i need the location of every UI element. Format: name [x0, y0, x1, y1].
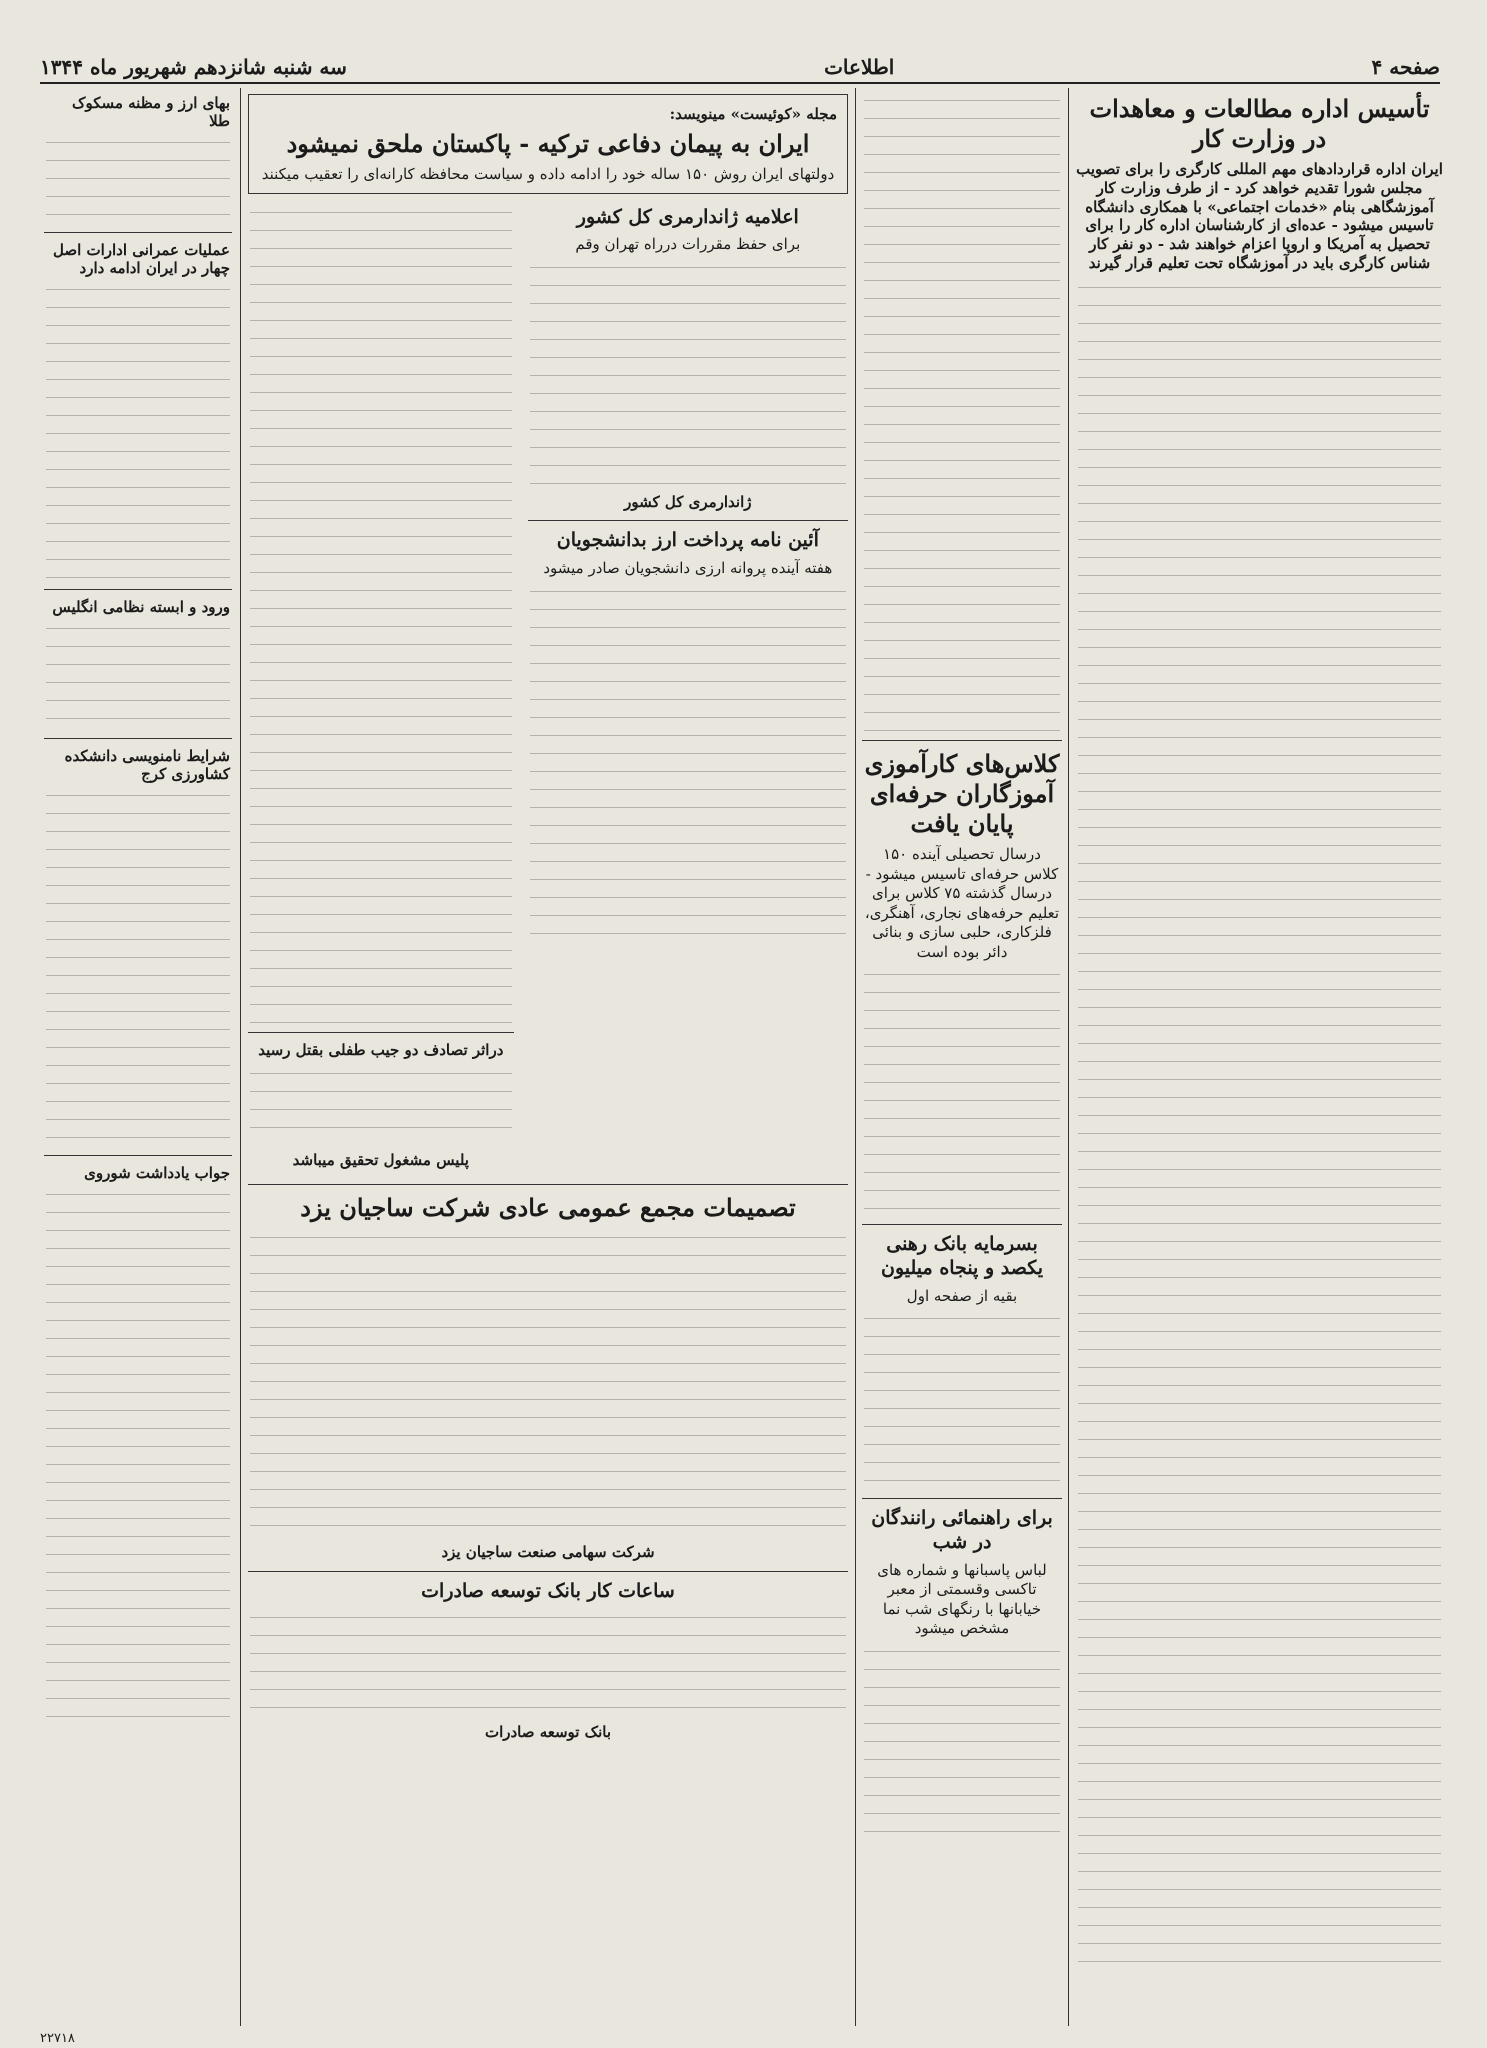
headline-defense-pact: ایران به پیمان دفاعی ترکیه - پاکستان ملحق نمیشود [286, 129, 810, 158]
sub-defense-pact: دولتهای ایران روش ۱۵۰ ساله خود را ادامه داده و سیاست محافظه کارانه‌ای را تعقیب میکنند [261, 165, 835, 183]
page-number: صفحه ۴ [1371, 55, 1440, 79]
divider [862, 740, 1062, 741]
karaj-body [46, 787, 230, 1147]
sub-teacher-classes: درسال تحصیلی آینده ۱۵۰ کلاس حرفه‌ای تاسیس میشود - درسال گذشته ۷۵ کلاس برای تعلیم حرفه‌های نجاری، آهنگری، فلزکاری، حلبی سازی و بنائی دائر بوده است [864, 845, 1060, 961]
divider [862, 1224, 1062, 1225]
bank-sign: بانک توسعه صادرات [484, 1723, 612, 1742]
notice-body [530, 259, 846, 489]
column-labor-ministry [1072, 88, 1447, 2026]
scholarship-body [530, 583, 846, 943]
accident-body [250, 1065, 512, 1145]
divider [862, 1498, 1062, 1499]
article-body [864, 1310, 1060, 1490]
attache-title: ورود و ابسته نظامی انگلیس [52, 598, 230, 616]
footer-tag: ۲۲۷۱۸ [40, 2031, 75, 2046]
center-right-stack [244, 200, 518, 1177]
article-body-continued [864, 92, 1060, 732]
police-note: پلیس مشغول تحقیق میباشد [292, 1151, 469, 1170]
masthead [40, 52, 1440, 84]
divider [528, 520, 848, 521]
meeting-body [250, 1229, 846, 1539]
attache-body [46, 620, 230, 730]
gendarmerie-notice-sub: برای حفظ مقررات درراه تهران وقم [575, 235, 801, 254]
currency-title: بهای ارز و مظنه مسکوک طلا [72, 94, 230, 130]
bank-hours-title: ساعات کار بانک توسعه صادرات [421, 1579, 675, 1602]
divider [44, 232, 232, 233]
karaj-title: شرایط نامنویسی دانشکده کشاورزی کرج [64, 747, 230, 783]
scholarship-sub: هفته آینده پروانه ارزی دانشجویان صادر میشود [543, 559, 833, 577]
summary-labor-ministry: ایران اداره قراردادهای مهم المللی کارگری را برای تصویب مجلس شورا تقدیم خواهد کرد - از طرف وزارت کار آموزشگاهی بنام «خدمات اجتماعی» با همکاری دانشگاه تاسیس میشود - عده‌ای از کارشناسان اداره کار را برای تحصیل به آمریکا و اروپا اعزام خواهند شد - دو نفر کار شناس کارگری باید در آموزشگاه تحت تعلیم قرار گیرند [1076, 160, 1443, 272]
gendarmerie-notice-title: اعلامیه ژاندارمری کل کشور [576, 205, 799, 228]
point-four-title: عملیات عمرانی ادارات اصل چهار در ایران ادامه دارد [52, 241, 230, 277]
soviet-note-body [46, 1186, 230, 1726]
company-sign: شرکت سهامی صنعت ساجیان یزد [441, 1543, 655, 1561]
featured-box [248, 94, 848, 194]
divider [248, 1571, 848, 1572]
bank-hours-body [250, 1609, 846, 1719]
column-rule [855, 88, 856, 2026]
accident-title: دراثر تصادف دو جیب طفلی بقتل رسید [258, 1040, 504, 1059]
divider [44, 1155, 232, 1156]
magazine-label: مجله «کوئیست» مینویسد: [669, 105, 837, 123]
point-four-body [46, 281, 230, 581]
divider [44, 738, 232, 739]
column-rule [1068, 88, 1069, 2026]
divider [248, 1184, 848, 1185]
divider [44, 589, 232, 590]
divider [248, 1032, 514, 1033]
article-body [864, 966, 1060, 1216]
headline-night-drivers: برای راهنمائی رانندگان در شب [871, 1507, 1053, 1553]
continued-from: بقیه از صفحه اول [906, 1286, 1018, 1305]
column-left [40, 88, 236, 2026]
column-rule [240, 88, 241, 2026]
gendarmerie-sign: ژاندارمری کل کشور [624, 492, 752, 511]
column-middle-right [858, 88, 1066, 2026]
paper-name: اطلاعات [824, 55, 895, 79]
meeting-title: تصمیمات مجمع عمومی عادی شرکت ساجیان یزد [300, 1193, 796, 1222]
headline-labor-ministry: تأسیس اداره مطالعات و معاهدات در وزارت کار [1089, 94, 1430, 153]
center-left-stack [524, 200, 852, 1177]
headline-mortgage-bank: بسرمایه بانک رهنی یکصد و پنجاه میلیون [881, 1233, 1043, 1279]
soviet-note-title: جواب یادداشت شوروی [84, 1164, 230, 1182]
scholarship-title: آئین نامه پرداخت ارز بدانشجویان [556, 529, 819, 552]
headline-teacher-classes: کلاس‌های کارآموزی آموزگاران حرفه‌ای پایان یافت [864, 749, 1060, 838]
article-body [864, 1643, 1060, 1843]
date-line: سه شنبه شانزدهم شهریور ماه ۱۳۴۴ [40, 55, 347, 79]
article-body [1078, 279, 1441, 1979]
sub-night-drivers: لباس پاسبانها و شماره های تاکسی وقسمتی از معبر خیابانها با رنگهای شب نما مشخص میشود [877, 1560, 1047, 1637]
currency-body [46, 134, 230, 224]
defense-pact-body [250, 204, 512, 1024]
center-split [244, 200, 852, 1177]
column-center [244, 88, 852, 2026]
